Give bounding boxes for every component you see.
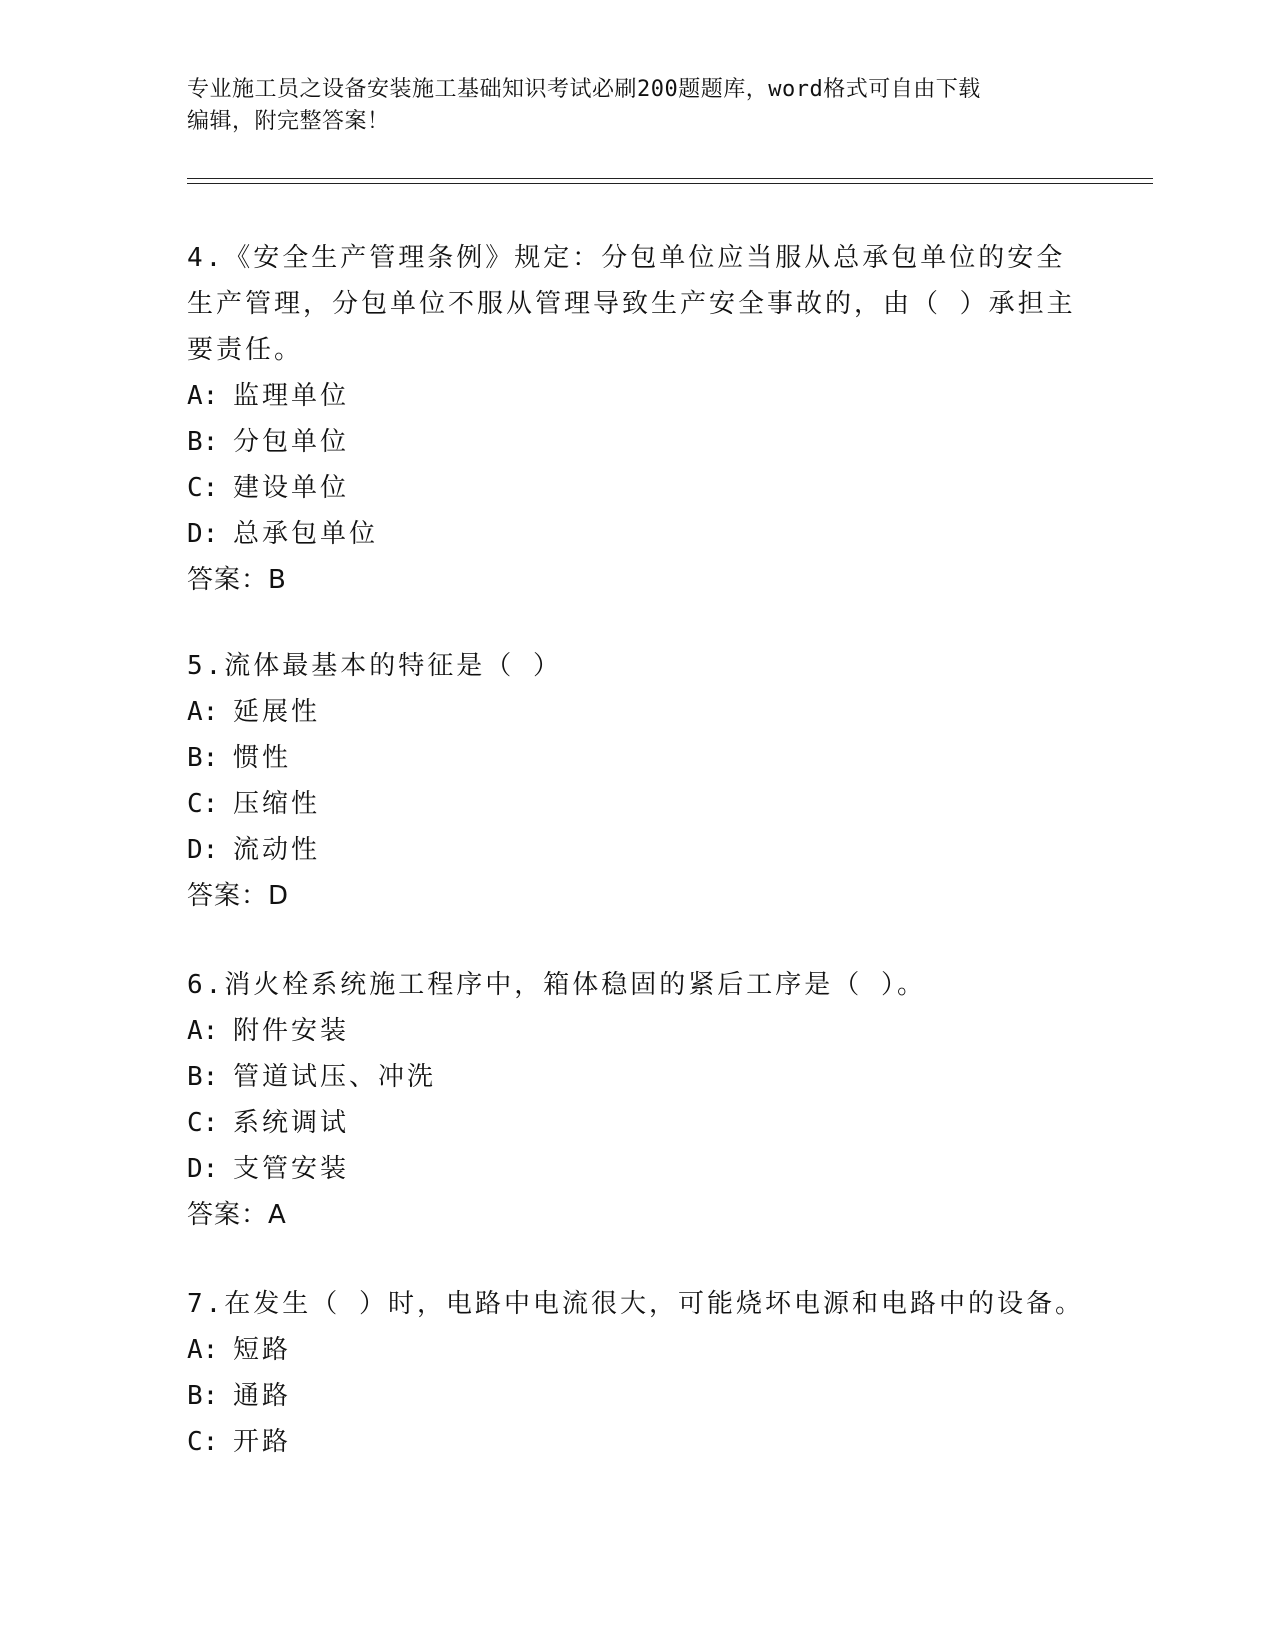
option-a — [187, 1327, 1087, 1373]
option-letter: B: — [187, 1062, 219, 1092]
question-stem-line: 6.消火栓系统施工程序中，箱体稳固的紧后工序是（ ）。 — [187, 970, 926, 1000]
header-line-1: 专业施工员之设备安装施工基础知识考试必刷200题题库，word格式可自由下载 — [187, 77, 981, 102]
option-d — [187, 1146, 1087, 1192]
option-a — [187, 373, 1087, 419]
option-letter: B: — [187, 1381, 219, 1411]
option-letter: C: — [187, 1427, 219, 1457]
answer-line: 答案：D — [187, 881, 290, 911]
option-b — [187, 1373, 1087, 1419]
option-text: 压缩性 — [233, 789, 321, 819]
document-header — [187, 74, 1067, 138]
option-letter: C: — [187, 473, 219, 503]
option-letter: A: — [187, 1016, 219, 1046]
question-7 — [187, 1281, 1087, 1465]
option-letter: D: — [187, 835, 219, 865]
question-stem-line: 生产管理，分包单位不服从管理导致生产安全事故的，由（ ）承担主 — [187, 289, 1076, 319]
header-line-2: 编辑，附完整答案！ — [187, 109, 390, 134]
option-text: 总承包单位 — [233, 519, 379, 549]
option-text: 建设单位 — [233, 473, 350, 503]
question-5 — [187, 643, 1087, 919]
question-stem-line: 4.《安全生产管理条例》规定：分包单位应当服从总承包单位的安全 — [187, 243, 1066, 273]
option-b — [187, 419, 1087, 465]
option-a — [187, 1008, 1087, 1054]
option-c — [187, 781, 1087, 827]
question-6 — [187, 962, 1087, 1238]
option-c — [187, 1419, 1087, 1465]
option-d — [187, 827, 1087, 873]
option-text: 惯性 — [233, 743, 292, 773]
option-letter: A: — [187, 697, 219, 727]
answer-line: 答案：B — [187, 565, 287, 595]
question-stem-line: 7.在发生（ ）时，电路中电流很大，可能烧坏电源和电路中的设备。 — [187, 1289, 1084, 1319]
option-text: 短路 — [233, 1335, 292, 1365]
header-divider-bottom — [187, 183, 1153, 184]
header-divider-top — [187, 178, 1153, 179]
option-b — [187, 1054, 1087, 1100]
answer-line: 答案：A — [187, 1200, 287, 1230]
option-letter: B: — [187, 743, 219, 773]
question-stem-line: 要责任。 — [187, 335, 304, 365]
option-c — [187, 465, 1087, 511]
option-b — [187, 735, 1087, 781]
option-letter: B: — [187, 427, 219, 457]
option-text: 监理单位 — [233, 381, 350, 411]
option-letter: D: — [187, 519, 219, 549]
option-text: 延展性 — [233, 697, 321, 727]
option-text: 开路 — [233, 1427, 292, 1457]
question-4 — [187, 235, 1087, 603]
option-letter: C: — [187, 1108, 219, 1138]
option-letter: A: — [187, 1335, 219, 1365]
option-text: 通路 — [233, 1381, 292, 1411]
option-letter: A: — [187, 381, 219, 411]
option-a — [187, 689, 1087, 735]
option-text: 管道试压、冲洗 — [233, 1062, 437, 1092]
option-text: 流动性 — [233, 835, 321, 865]
option-text: 支管安装 — [233, 1154, 350, 1184]
option-text: 附件安装 — [233, 1016, 350, 1046]
option-letter: C: — [187, 789, 219, 819]
option-letter: D: — [187, 1154, 219, 1184]
option-c — [187, 1100, 1087, 1146]
option-text: 系统调试 — [233, 1108, 350, 1138]
option-d — [187, 511, 1087, 557]
option-text: 分包单位 — [233, 427, 350, 457]
question-stem-line: 5.流体最基本的特征是（ ） — [187, 651, 562, 681]
